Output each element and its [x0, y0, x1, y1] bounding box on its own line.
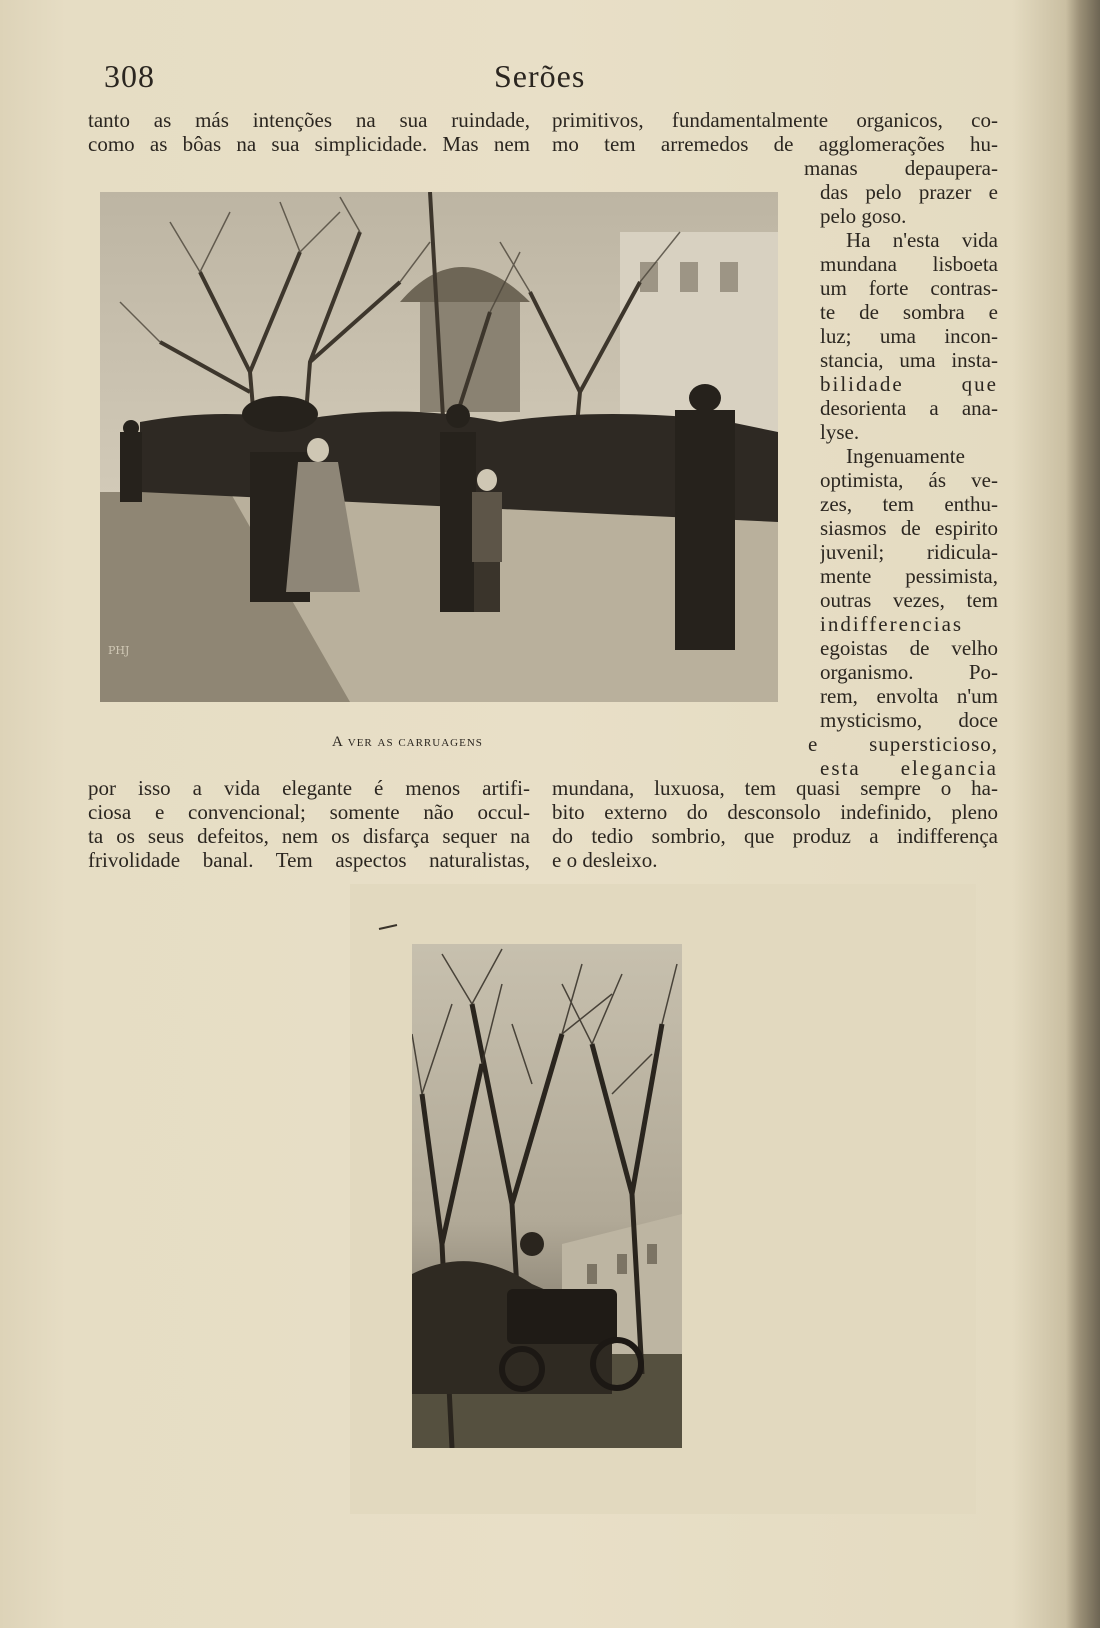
text-line: bito externo do desconsolo indefinido, pleno — [552, 800, 998, 824]
text-line: manas depaupera- — [804, 156, 998, 180]
text-line: frivolidade banal. Tem aspectos naturalistas, — [88, 848, 530, 872]
text-line: primitivos, fundamentalmente organicos, co- — [552, 108, 998, 132]
text-line: Ha n'esta vida — [846, 228, 998, 252]
text-line: e o desleixo. — [552, 848, 658, 872]
text-line: e supersticioso, — [808, 732, 998, 756]
text-line: te de sombra e — [820, 300, 998, 324]
text-line: mundana, luxuosa, tem quasi sempre o ha- — [552, 776, 998, 800]
text-line: lyse. — [820, 420, 860, 444]
text-line: das pelo prazer e — [820, 180, 998, 204]
figure-caption: A ver as carruagens — [332, 734, 483, 750]
text-line: do tedio sombrio, que produz a indifferença — [552, 824, 998, 848]
photo-promenade-crowd — [100, 192, 778, 702]
text-line: mo tem arremedos de agglomerações hu- — [552, 132, 998, 156]
text-line: desorienta a ana- — [820, 396, 998, 420]
text-line: por isso a vida elegante é menos artifi- — [88, 776, 530, 800]
text-line: juvenil; ridicula- — [820, 540, 998, 564]
text-line: indifferencias — [820, 612, 964, 636]
photo-automobile-trees — [412, 944, 682, 1448]
photo-signature: PHJ — [108, 644, 130, 657]
text-line: mundana lisboeta — [820, 252, 998, 276]
page-number: 308 — [104, 58, 155, 94]
book-spine-shadow — [1066, 0, 1100, 1628]
pencil-mark — [378, 924, 398, 930]
text-line: tanto as más intenções na sua ruindade, — [88, 108, 530, 132]
text-line: egoistas de velho — [820, 636, 998, 660]
text-line: ciosa e convencional; somente não occul- — [88, 800, 530, 824]
text-line: outras vezes, tem — [820, 588, 998, 612]
text-line: organismo. Po- — [820, 660, 998, 684]
text-line: optimista, ás ve- — [820, 468, 998, 492]
text-line: luz; uma incon- — [820, 324, 998, 348]
text-line: Ingenuamente — [846, 444, 965, 468]
text-line: esta elegancia — [820, 756, 998, 780]
text-line: siasmos de espirito — [820, 516, 998, 540]
text-line: pelo goso. — [820, 204, 907, 228]
text-line: mysticismo, doce — [820, 708, 998, 732]
text-line: mente pessimista, — [820, 564, 998, 588]
text-line: um forte contras- — [820, 276, 998, 300]
text-line: stancia, uma insta- — [820, 348, 998, 372]
text-line: ta os seus defeitos, nem os disfarça sequer na — [88, 824, 530, 848]
text-line: bilidade que — [820, 372, 998, 396]
text-line: como as bôas na sua simplicidade. Mas nem — [88, 132, 530, 156]
text-line: zes, tem enthu- — [820, 492, 998, 516]
text-line: rem, envolta n'um — [820, 684, 998, 708]
page-title: Serões — [494, 58, 586, 94]
